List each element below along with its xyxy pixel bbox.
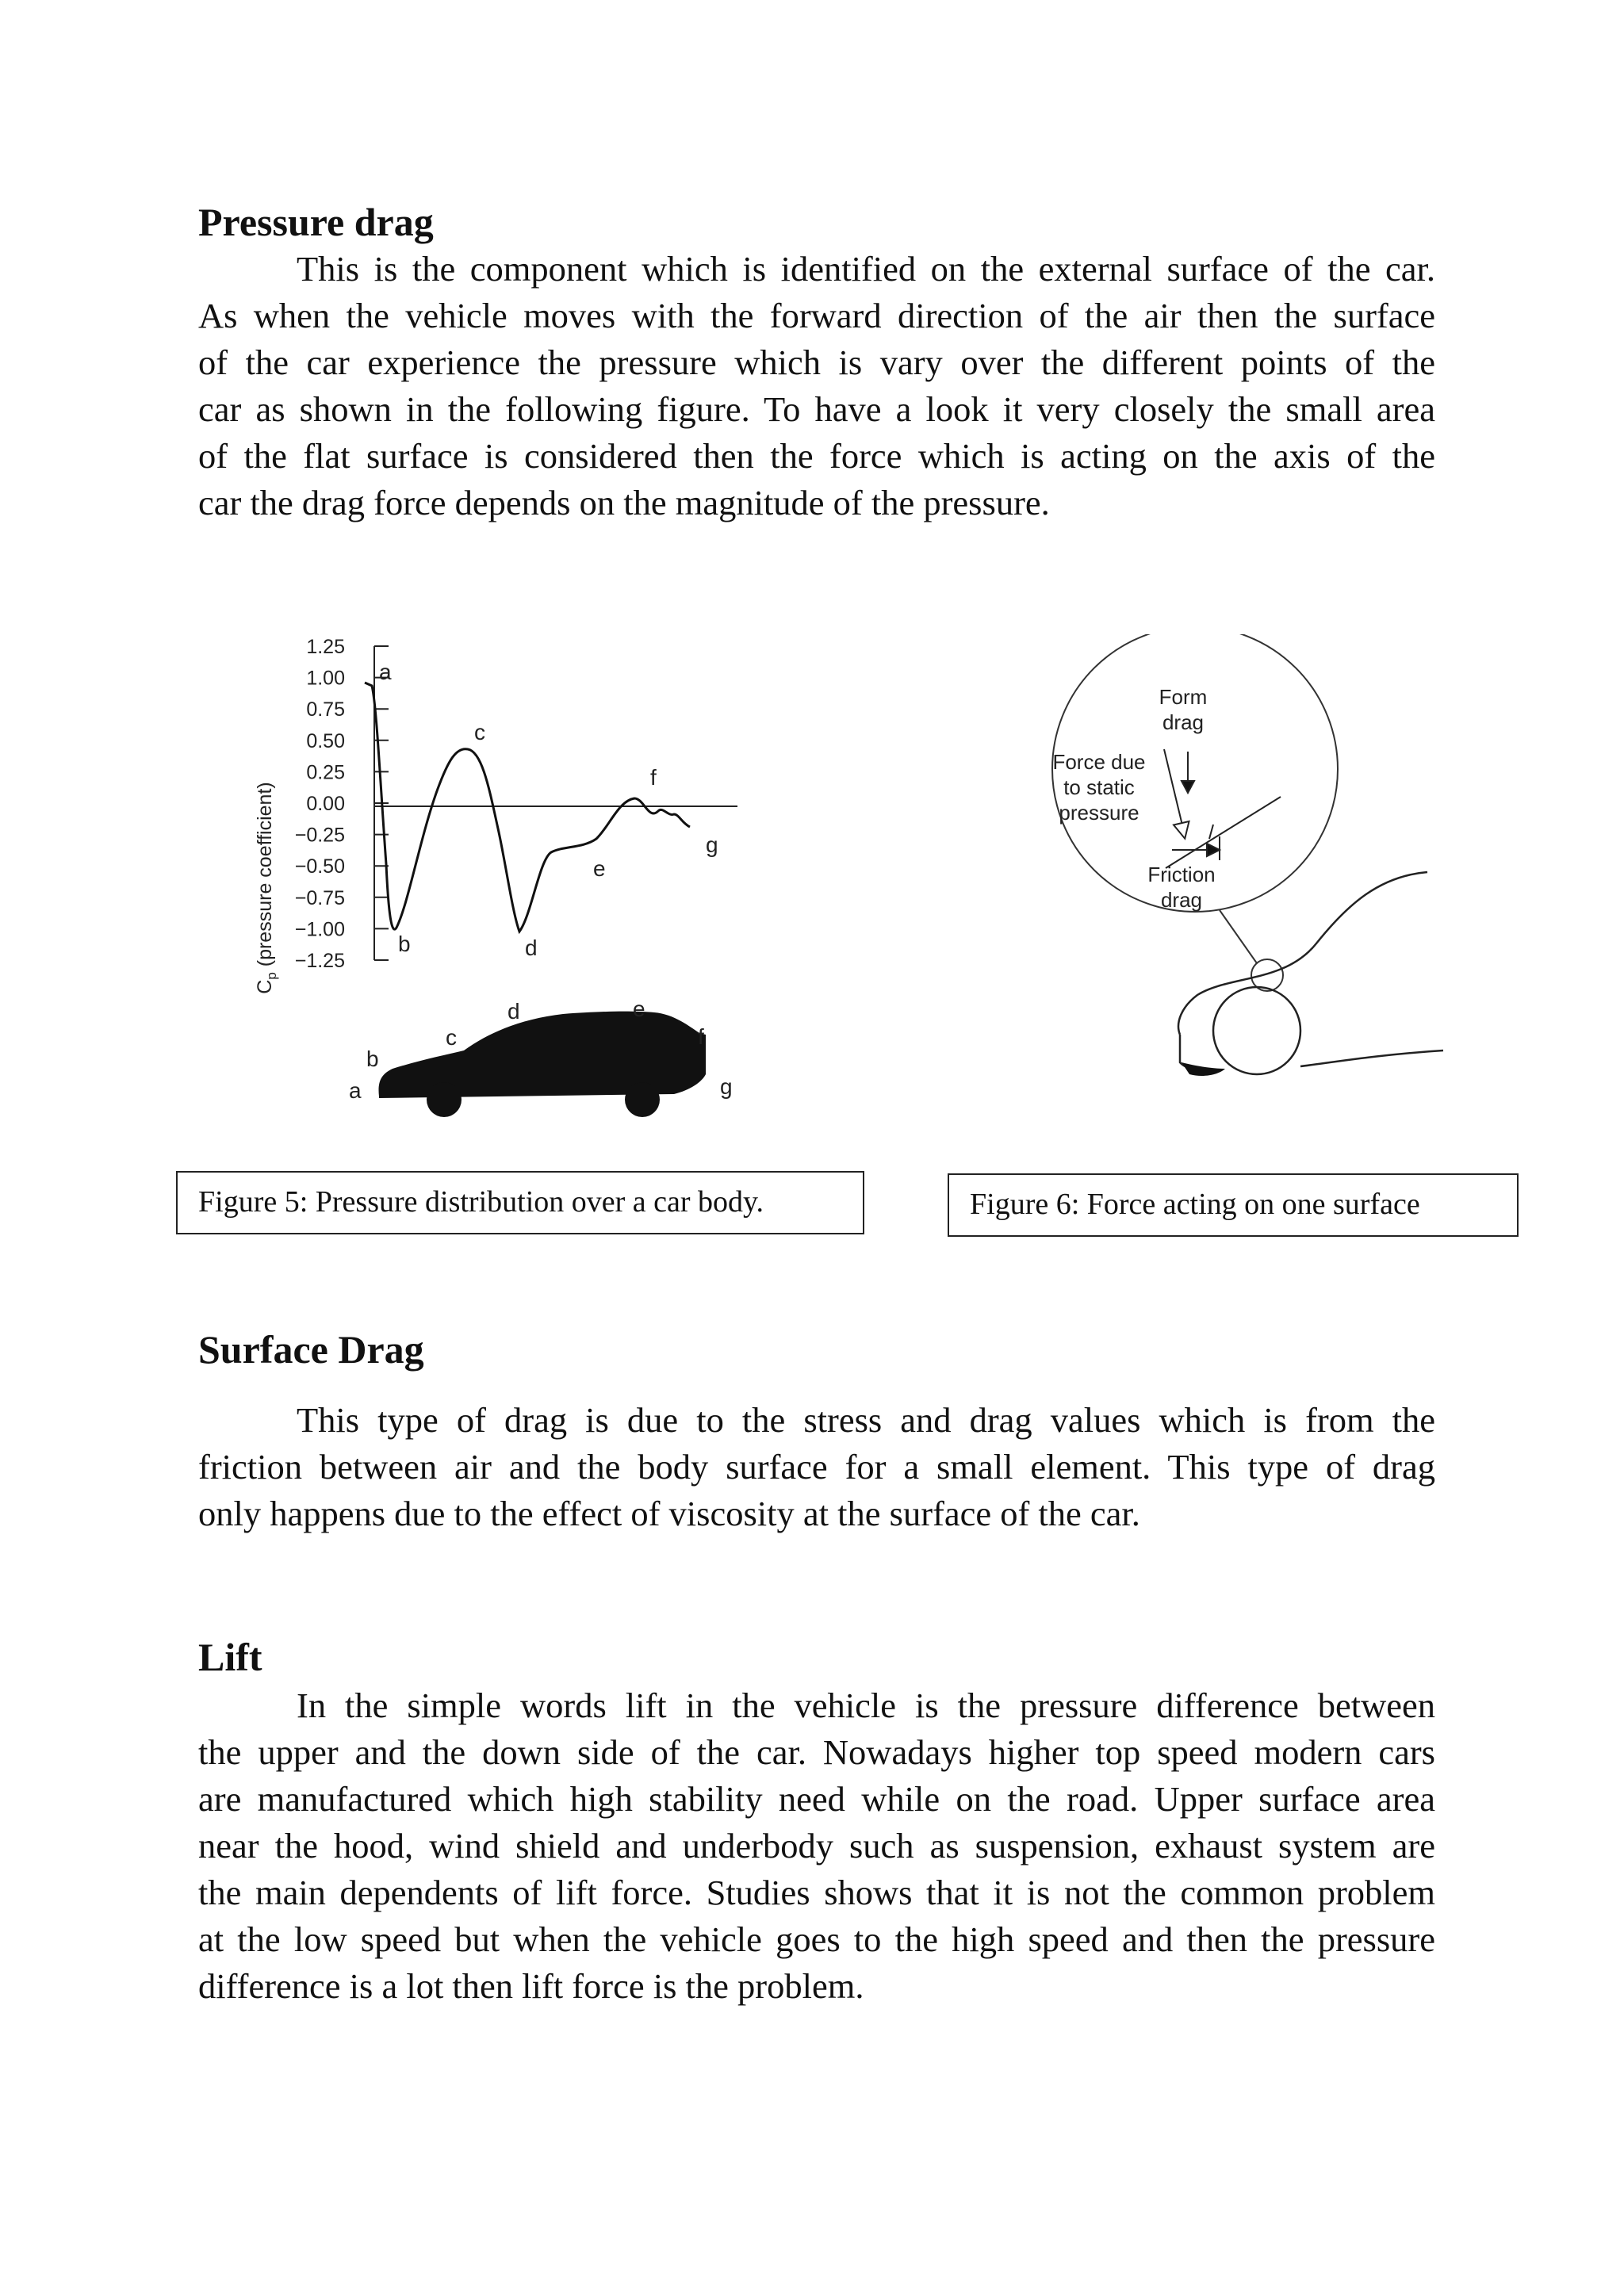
cp-tick-label: 0.00 [306,793,345,815]
cp-tick-label: −0.75 [294,886,345,909]
text-line: of the car experience the pressure which is vary over the different points of the [198,342,1435,382]
cp-tick-label: −0.25 [294,824,345,847]
curve-label-c: c [474,720,485,744]
friction-drag-label: Friction [1147,863,1216,886]
cp-tick-label: −1.25 [294,950,345,972]
cp-tick-label: 0.50 [306,729,345,752]
curve-label-f: f [650,765,657,790]
heading-pressure-drag: Pressure drag [198,200,434,244]
car-label-b: b [366,1047,379,1071]
static-pressure-label: pressure [1059,801,1139,825]
friction-drag-label: drag [1160,888,1203,912]
car-label-e: e [633,997,645,1021]
front-wheel [1213,987,1300,1074]
static-pressure-label: Force due [1052,750,1146,774]
car-label-c: c [446,1025,457,1050]
car-label-f: f [698,1024,704,1049]
curve-label-b: b [398,932,411,956]
cp-axis-label: $C_p$ (pressure coefficient) [254,782,279,994]
text-line: This is the component which is identified on the external surface of the car. [297,249,1435,289]
pointer-line [1220,910,1257,963]
paragraph-lift [198,1682,1435,2010]
text-line: at the low speed but when the vehicle goes to the high speed and then the pressure [198,1919,1435,1959]
figure-6-force-diagram [967,634,1459,1110]
text-line: of the flat surface is considered then the force which is acting on the axis of the [198,436,1435,476]
text-line: are manufactured which high stability need while on the road. Upper surface area [198,1779,1435,1819]
cp-tick-label: 1.00 [306,667,345,690]
front-bumper-shade [1182,1062,1225,1076]
car-label-g: g [720,1074,733,1099]
text-line: car as shown in the following figure. To have a look it very closely the small area [198,389,1435,429]
paragraph-surface-drag [198,1397,1435,1537]
curve-label-a: a [379,660,392,684]
curve-label-e: e [593,856,606,881]
static-pressure-label: to static [1063,775,1135,799]
text-line: only happens due to the effect of viscosity at the surface of the car. [198,1494,1140,1533]
curve-label-g: g [706,832,718,857]
paragraph-pressure-drag [198,246,1435,526]
text-line: difference is a lot then lift force is the problem. [198,1966,864,2006]
form-drag-label: drag [1162,710,1205,734]
figure-6-caption: Figure 6: Force acting on one surface [948,1173,1519,1237]
car-silhouette [379,1012,706,1117]
cp-tick-label: 1.25 [306,636,345,658]
text-line: the upper and the down side of the car. Nowadays higher top speed modern cars [198,1732,1435,1772]
cp-tick-label: 0.25 [306,761,345,784]
text-line: the main dependents of lift force. Studies shows that it is not the common problem [198,1873,1435,1912]
heading-surface-drag: Surface Drag [198,1327,424,1372]
figure-5-pressure-distribution [230,630,769,1138]
text-line: car the drag force depends on the magnitude of the pressure. [198,483,1050,522]
car-label-d: d [508,999,520,1024]
text-line: friction between air and the body surface for a small element. This type of drag [198,1447,1435,1487]
car-label-a: a [349,1078,362,1103]
text-line: As when the vehicle moves with the forward direction of the air then the surface [198,296,1435,335]
car-front-outline [1178,872,1443,1073]
figure-6-labels [1052,685,1215,912]
figure-5-caption: Figure 5: Pressure distribution over a car body. [176,1171,864,1234]
text-line: In the simple words lift in the vehicle is the pressure difference between [297,1686,1435,1725]
text-line: This type of drag is due to the stress and drag values which is from the [297,1400,1435,1440]
cp-tick-label: −1.00 [294,918,345,941]
heading-lift: Lift [198,1635,262,1679]
form-drag-label: Form [1159,685,1208,709]
form-drag-arrow [1182,752,1194,793]
cp-tick-label: 0.75 [306,698,345,721]
cp-tick-label: −0.50 [294,855,345,878]
text-line: near the hood, wind shield and underbody such as suspension, exhaust system are [198,1826,1435,1866]
curve-label-d: d [525,936,538,960]
cp-tick-labels [295,636,345,972]
